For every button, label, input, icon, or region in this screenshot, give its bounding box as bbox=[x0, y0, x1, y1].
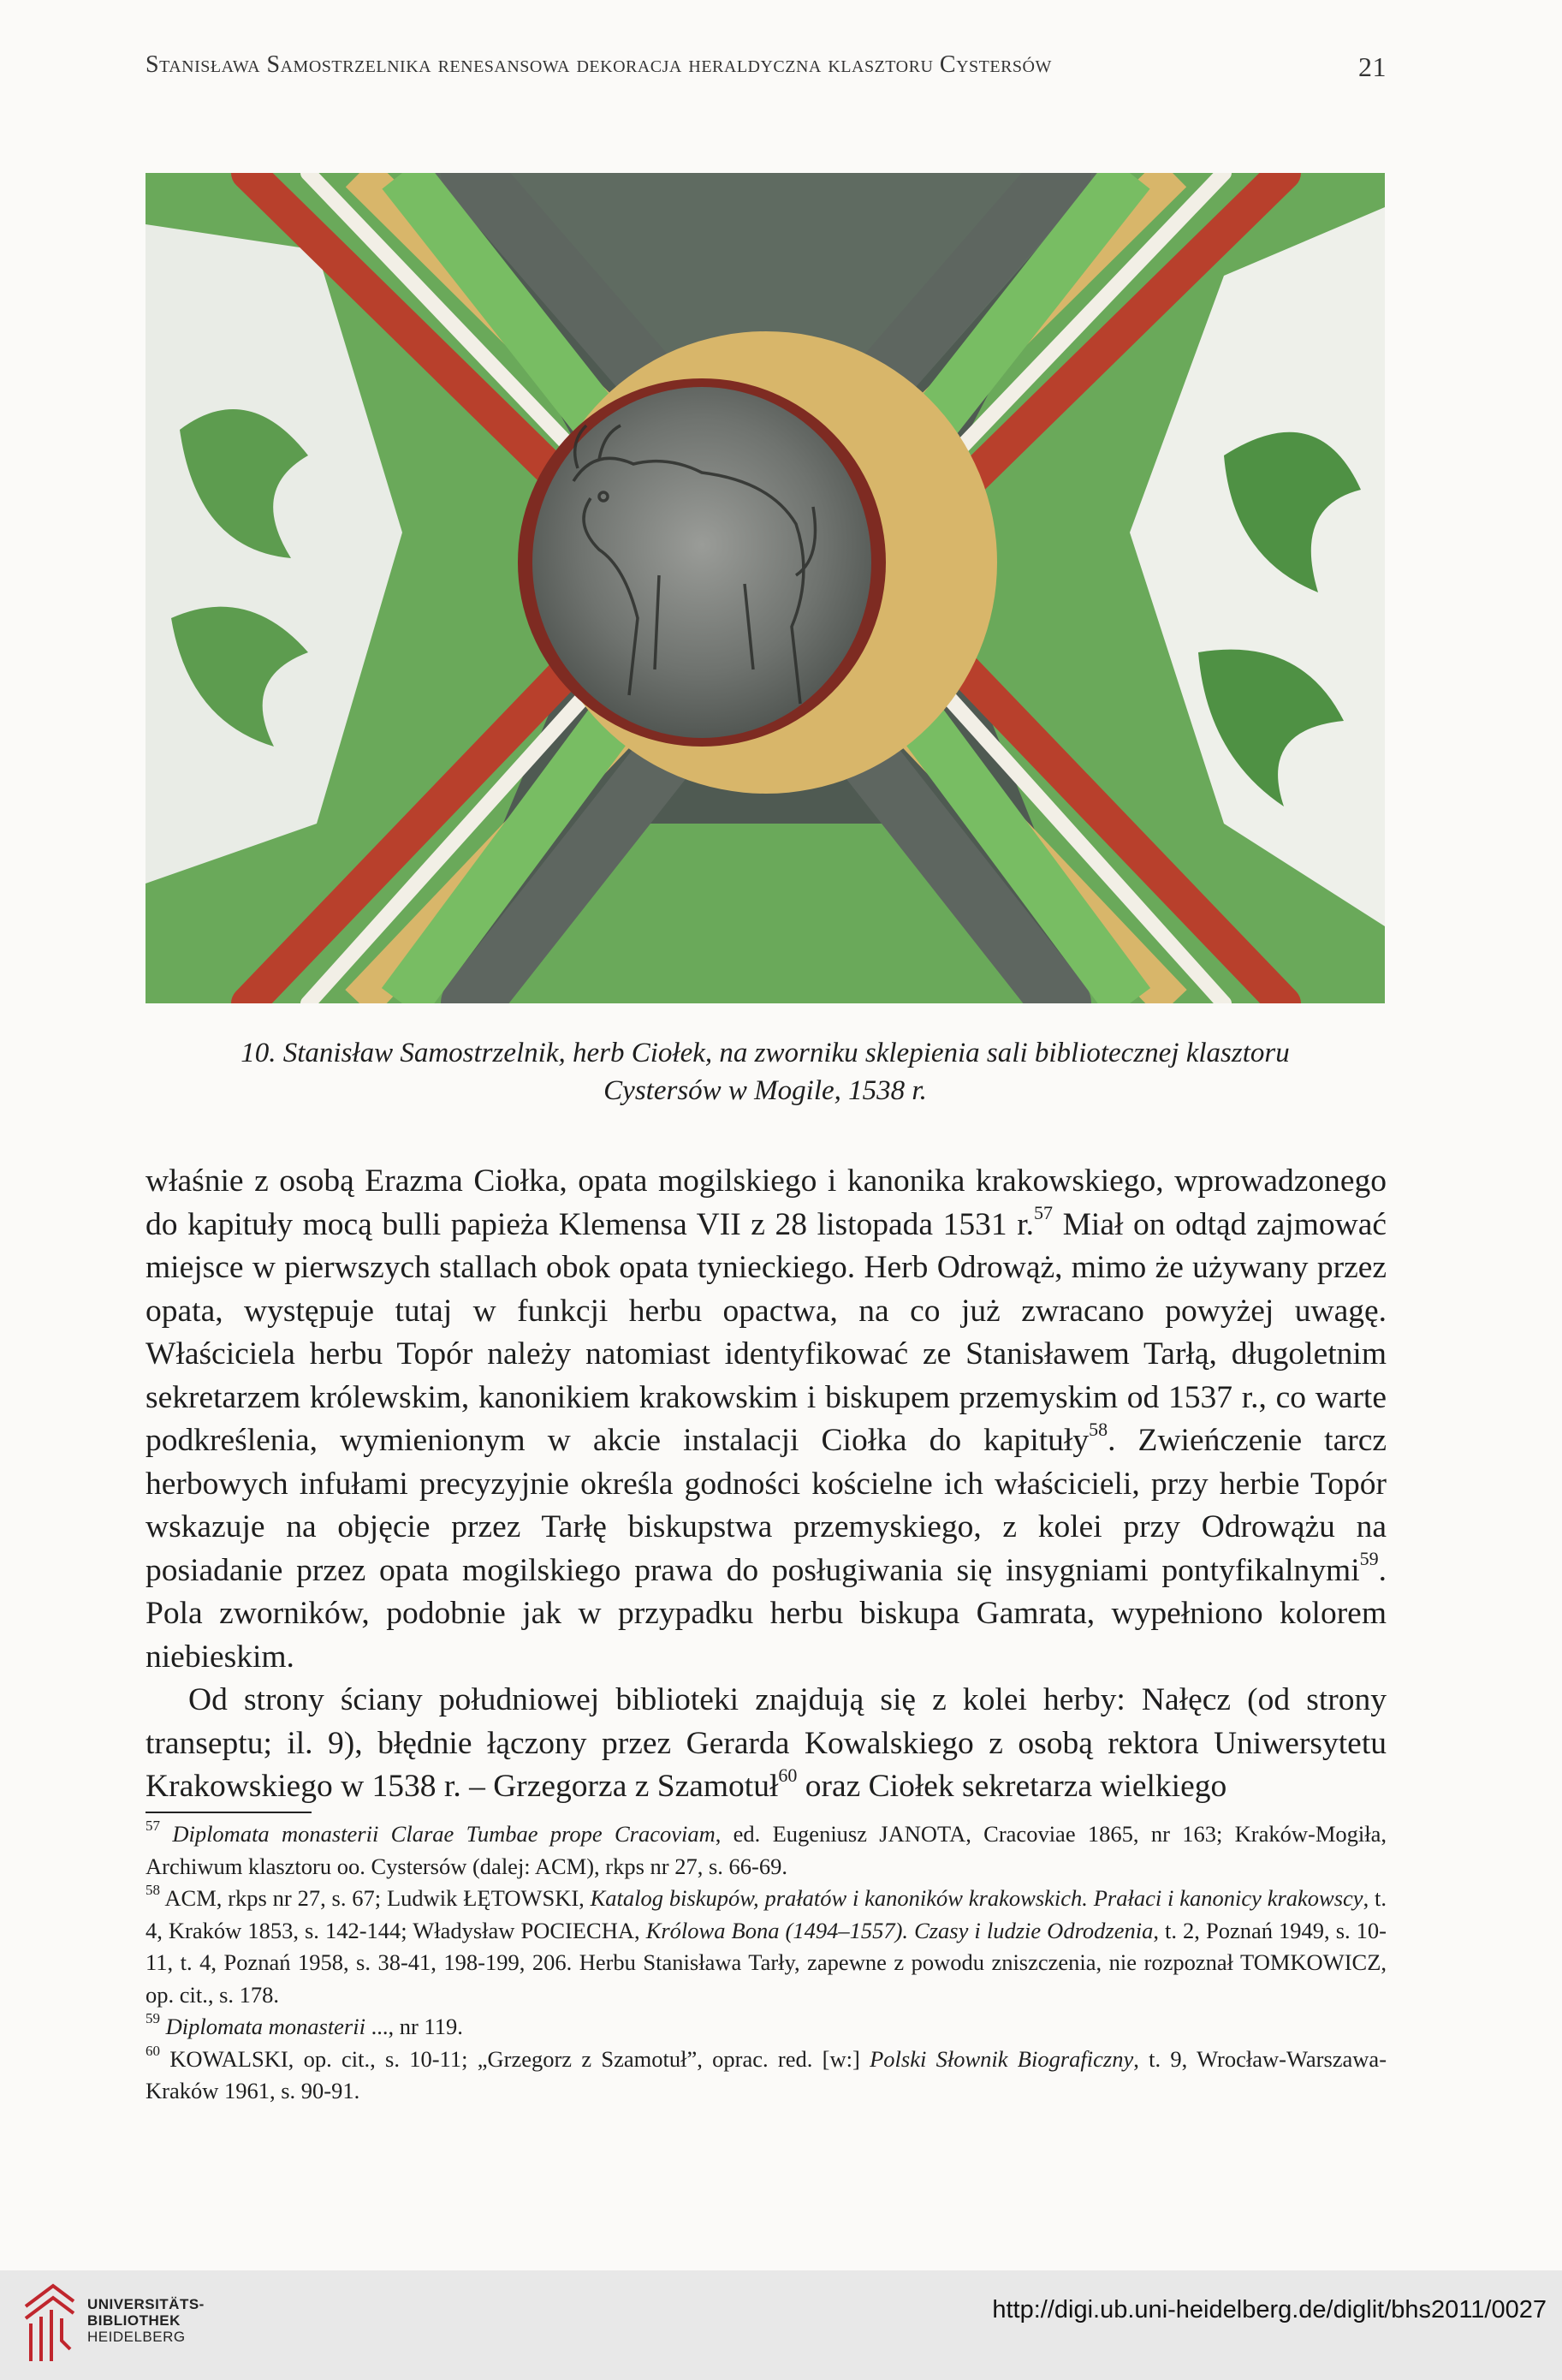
footnote-ref: 59 bbox=[1359, 1548, 1379, 1569]
paragraph-2 bbox=[146, 1679, 1387, 1809]
footnote-text: Polski Słownik Biograficzny bbox=[870, 2045, 1134, 2072]
footnote-number: 58 bbox=[146, 1882, 160, 1899]
footnote-text: , t. 4, Kraków 1853, s. 142-144; Władysław POCIECHA, bbox=[146, 1885, 1387, 1943]
footnote-number: 60 bbox=[146, 2042, 160, 2059]
footnote-rule bbox=[146, 1812, 312, 1813]
text-run: właśnie z osobą Erazma Ciołka, opata mogilskiego i kanonika krakowskiego, wprowadzonego do kapituły mocą bulli papieża Klemensa VII z 28 listopada 1531 r. bbox=[146, 1163, 1387, 1242]
footnote-ref: 57 bbox=[1034, 1202, 1053, 1223]
text-run: . Pola zworników, podobnie jak w przypadku herbu biskupa Gamrata, wypełniono kolorem niebieskim. bbox=[146, 1552, 1387, 1675]
running-head bbox=[146, 51, 1387, 82]
paragraph-1 bbox=[146, 1160, 1387, 1679]
page-number: 21 bbox=[1358, 51, 1387, 82]
footnote-text: , t. 9, Wrocław-Warszawa-Kraków 1961, s. 90-91. bbox=[146, 2045, 1387, 2103]
caption-line-2: Cystersów w Mogile, 1538 r. bbox=[603, 1075, 927, 1106]
footnote-text: ACM, rkps nr 27, s. 67; Ludwik ŁĘTOWSKI, bbox=[164, 1885, 591, 1911]
footnote-59 bbox=[146, 2011, 1387, 2044]
footnote-ref: 58 bbox=[1089, 1418, 1108, 1440]
footnote-text: KOWALSKI, op. cit., s. 10-11; „Grzegorz z Szamotuł”, oprac. red. [w:] bbox=[169, 2045, 870, 2072]
text-run: Miał on odtąd zajmować miejsce w pierwszych stallach obok opata tynieckiego. Herb Odrowąż, mimo że używany przez opata, występuje tutaj w funkcji herbu opactwa, na co już zwracano powyżej uwagę. Właściciela herbu Topór należy natomiast identyfikować ze Stanisławem Tarłą, długoletnim sekretarzem królewskim, kanonikiem krakowskim i biskupem przemyskim od 1537 r., co warte podkreślenia, wymienionym w akcie instalacji Ciołka do kapituły bbox=[146, 1206, 1387, 1458]
source-url-link[interactable]: http://digi.ub.uni-heidelberg.de/diglit/bhs2011/0027 bbox=[992, 2296, 1547, 2323]
footnote-text: Królowa Bona (1494–1557). Czasy i ludzie Odrodzenia bbox=[645, 1917, 1154, 1943]
library-line-2: BIBLIOTHEK bbox=[87, 2312, 181, 2329]
footnote-57 bbox=[146, 1818, 1387, 1883]
footnote-text: Diplomata monasterii bbox=[165, 2014, 365, 2039]
caption-line-1: 10. Stanisław Samostrzelnik, herb Ciołek, na zworniku sklepienia sali bibliotecznej klasztoru bbox=[241, 1038, 1290, 1068]
text-run: . Zwieńczenie tarcz herbowych infułami precyzyjnie określa godności kościelne ich właścicieli, przy herbie Topór wskazuje na objęcie przez Tarłę biskupstwa przemyskiego, z kolei przy Odrowążu na posiadanie przez opata mogilskiego prawa do posługiwania się insygniami pontyfikalnymi bbox=[146, 1423, 1387, 1588]
footnote-text: ..., nr 119. bbox=[365, 2014, 463, 2039]
library-line-1: UNIVERSITÄTS- bbox=[87, 2296, 205, 2312]
footnote-number: 59 bbox=[146, 2010, 160, 2027]
running-title: Stanisława Samostrzelnika renesansowa dekoracja heraldyczna klasztoru Cystersów bbox=[146, 51, 1052, 78]
footnote-58 bbox=[146, 1883, 1387, 2011]
footnote-text: Katalog biskupów, prałatów i kanoników krakowskich. Prałaci i kanonicy krakowscy bbox=[590, 1885, 1363, 1911]
fresco-keystone-image bbox=[146, 173, 1385, 1003]
figure-caption bbox=[146, 1034, 1385, 1110]
footnote-text: Diplomata monasterii Clarae Tumbae prope Cracoviam bbox=[172, 1821, 716, 1847]
footnote-text: , t. 2, Poznań 1949, s. 10-11, t. 4, Poznań 1958, s. 38-41, 198-199, 206. Herbu Stanisława Tarły, zapewne z powodu zniszczenia, nie rozpoznał TOMKOWICZ, op. cit., s. 178. bbox=[146, 1917, 1387, 2008]
university-library-logo-icon bbox=[19, 2281, 79, 2366]
footer-bar bbox=[0, 2270, 1562, 2380]
body-text bbox=[146, 1160, 1387, 1809]
library-line-3: HEIDELBERG bbox=[87, 2329, 186, 2345]
footnotes bbox=[146, 1818, 1387, 2108]
library-name bbox=[87, 2296, 205, 2345]
footnote-text: , ed. Eugeniusz JANOTA, Cracoviae 1865, nr 163; Kraków-Mogiła, Archiwum klasztoru oo. Cystersów (dalej: ACM), rkps nr 27, s. 66-69. bbox=[146, 1821, 1387, 1879]
text-run: Od strony ściany południowej biblioteki znajdują się z kolei herby: Nałęcz (od strony transeptu; il. 9), błędnie łączony przez Gerarda Kowalskiego z osobą rektora Uniwersytetu Krakowskiego w 1538 r. – Grzegorza z Szamotuł bbox=[146, 1682, 1387, 1804]
footnote-number: 57 bbox=[146, 1818, 160, 1835]
footnote-60 bbox=[146, 2044, 1387, 2108]
text-run: oraz Ciołek sekretarza wielkiego bbox=[797, 1769, 1227, 1804]
footnote-ref: 60 bbox=[778, 1764, 798, 1786]
fresco-figure bbox=[146, 173, 1385, 1003]
